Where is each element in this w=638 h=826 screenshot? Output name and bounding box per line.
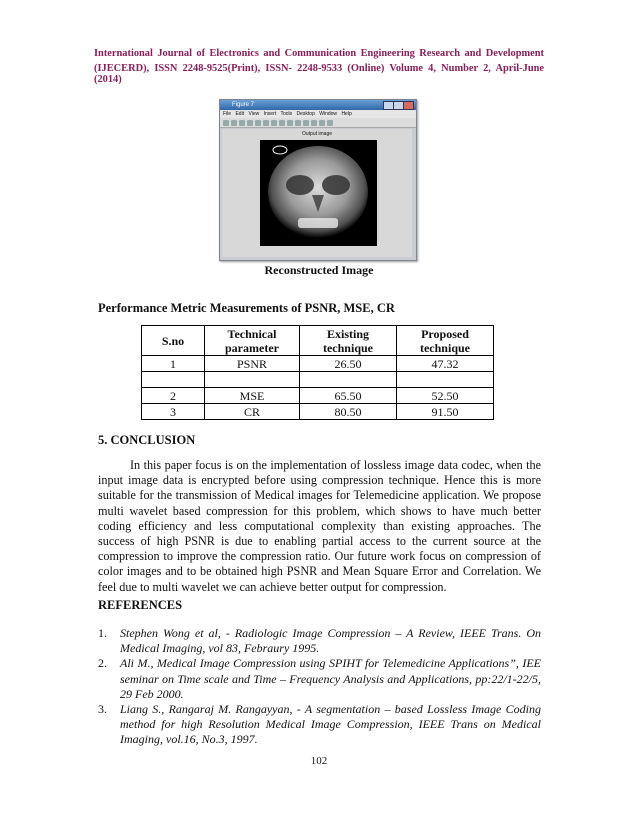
skull-xray-image <box>260 140 377 246</box>
menu-insert[interactable]: Insert <box>263 111 277 117</box>
table-row <box>142 372 494 388</box>
metrics-table <box>141 325 494 420</box>
new-file-icon[interactable] <box>223 120 229 126</box>
table-heading: Performance Metric Measurements of PSNR, MSE, CR <box>98 301 395 315</box>
pointer-icon[interactable] <box>255 120 261 126</box>
figure-caption: Reconstructed Image <box>264 263 374 277</box>
header-sno: S.no <box>142 326 205 356</box>
axes-title: Output image <box>301 131 333 137</box>
conclusion-paragraph: In this paper focus is on the implementation of lossless image data codec, when the input image data is encrypted before using compression technique. Hence this is more suitable for the transmission of Medical images for Telemedicine application. We propose multi wavelet based compression for this problem, which shows to have much better coding efficiency and less computational complexity than existing approaches. The success of high PSNR is due to enabling partial access to the current source at the compression to improve the compression ratio. Our future work focus on compression of color images and to be obtained high PSNR and Mean Square Error and Correlation. We feel due to multi wavelet we can achieve better output for compression. <box>98 458 541 594</box>
zoom-in-icon[interactable] <box>263 120 269 126</box>
open-folder-icon[interactable] <box>231 120 237 126</box>
rotate-icon[interactable] <box>287 120 293 126</box>
menu-edit[interactable]: Edit <box>235 111 245 117</box>
menu-view[interactable]: View <box>248 111 260 117</box>
figure-titlebar <box>220 100 416 110</box>
menu-desktop[interactable]: Desktop <box>296 111 315 117</box>
plot-tools-icon[interactable] <box>327 120 333 126</box>
journal-header-line-2: (IJECERD), ISSN 2248-9525(Print), ISSN- 2248-9533 (Online) Volume 4, Number 2, April-June (2014) <box>94 63 544 85</box>
references-list <box>98 626 541 748</box>
figure-window <box>219 99 417 261</box>
close-button[interactable] <box>403 101 414 110</box>
figure-toolbar <box>220 118 416 128</box>
menu-window[interactable]: Window <box>319 111 338 117</box>
reference-item: 1. Stephen Wong et al, - Radiologic Image Compression – A Review, IEEE Trans. On Medical Imaging, vol 83, Febraury 1995. <box>98 626 541 656</box>
journal-header-line-1: International Journal of Electronics and Communication Engineering Research and Development <box>94 48 544 59</box>
menu-help[interactable]: Help <box>341 111 352 117</box>
save-icon[interactable] <box>239 120 245 126</box>
figure-title: Figure 7 <box>232 102 255 108</box>
header-proposed-technique: Proposed technique <box>397 326 494 356</box>
zoom-out-icon[interactable] <box>271 120 277 126</box>
legend-icon[interactable] <box>319 120 325 126</box>
menu-tools[interactable]: Tools <box>280 111 293 117</box>
figure-menubar <box>220 110 416 118</box>
menu-file[interactable]: File <box>223 111 232 117</box>
header-existing-technique: Existing technique <box>300 326 397 356</box>
conclusion-heading: 5. CONCLUSION <box>98 433 196 447</box>
data-cursor-icon[interactable] <box>295 120 301 126</box>
print-icon[interactable] <box>247 120 253 126</box>
brush-icon[interactable] <box>303 120 309 126</box>
colorbar-icon[interactable] <box>311 120 317 126</box>
table-row: 1 PSNR 26.50 47.32 <box>142 356 494 372</box>
table-header-row <box>142 326 494 356</box>
figure-canvas <box>222 129 412 257</box>
reference-item: 3. Liang S., Rangaraj M. Rangayyan, - A segmentation – based Lossless Image Coding method for high Resolution Medical Image Compression, IEEE Trans on Medical Imaging, vol.16, No.3, 1997. <box>98 702 541 747</box>
references-heading: REFERENCES <box>98 598 183 612</box>
table-row: 2 MSE 65.50 52.50 <box>142 388 494 404</box>
table-row: 3 CR 80.50 91.50 <box>142 404 494 420</box>
page-number: 102 <box>310 755 328 767</box>
header-technical-parameter: Technical parameter <box>205 326 300 356</box>
pan-icon[interactable] <box>279 120 285 126</box>
reference-item: 2. Ali M., Medical Image Compression using SPIHT for Telemedicine Applications”, IEE seminar on Time scale and Time – Frequency Analysis and Applications, pp:22/1-22/5, 29 Feb 2000. <box>98 656 541 701</box>
